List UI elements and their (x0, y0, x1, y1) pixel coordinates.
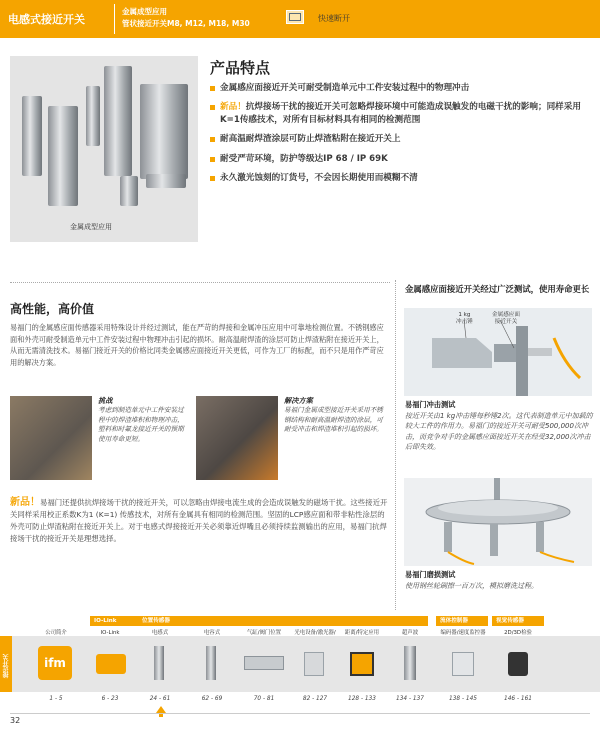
footer-line (10, 713, 590, 714)
nav-tag-vision: 视觉传感器 (492, 616, 544, 626)
nav-item-pages: 62 - 69 (201, 696, 223, 702)
nav-item-pages: 134 - 137 (396, 696, 424, 702)
nav-item-label[interactable]: 2D/3D检验 (504, 630, 532, 636)
quick-disconnect-label: 快速断开 (318, 14, 350, 23)
solution-text: 易福门金属成型接近开关采用不锈钢结构和耐高温耐焊渣的涂层，可耐受冲击和焊渣堆积引起的损坏。 (284, 406, 383, 434)
nav-item-pages: 6 - 23 (101, 696, 119, 702)
nav-section-label: 接近开关 (3, 654, 10, 678)
new-label: 新品！ (220, 102, 246, 113)
cylinder-sensor-icon[interactable] (244, 656, 284, 670)
catalog-navigation (0, 612, 600, 716)
product-photo (10, 56, 198, 242)
column-divider (395, 280, 396, 610)
nav-item-label[interactable]: 光电设备/激光器/ (294, 630, 336, 636)
encoder-icon[interactable] (452, 652, 474, 676)
impact-test-title: 易福门冲击测试 (405, 400, 456, 409)
impact-label-sensor: 金属感应面 接近开关 (492, 312, 520, 325)
grinding-test-image (404, 478, 592, 566)
nav-item-label[interactable]: 气缸/阀门位置 (246, 630, 282, 636)
sensor-image (120, 176, 138, 206)
sensor-image (22, 96, 42, 176)
new-product-paragraph: 新品！易福门还提供抗焊接场干扰的接近开关，可以忽略由焊接电流生成的会造成误触发的磁场干扰。这些接近开关同样采用校正系数K为1 (K=1) 传感技术，对所有金属具有相同的检测范围。坚固的LCP感应面和带非粘性涂层的外壳可防止焊渣粘附在接近开关上。对于电感式焊接接近开关必须靠近焊嘴且必须持续监测输出的应用，易福门抗焊接场干扰的接近开关是理想选择。 (10, 497, 388, 543)
iolink-module-icon[interactable] (96, 654, 126, 674)
features-list (210, 82, 590, 191)
nav-item-pages: 82 - 127 (302, 696, 328, 702)
features-title: 产品特点 (210, 59, 271, 77)
photo-caption: 金属成型应用 (70, 223, 112, 231)
nav-item-label[interactable]: 编码器/速度监控器 (440, 630, 486, 636)
grinding-test-text: 使用钢丝轮刷擦一百万次，模拟磨洗过程。 (405, 582, 538, 590)
header-subtitle (122, 6, 250, 30)
new-label: 新品！ (10, 497, 40, 508)
feature-item: 耐高温耐焊渣涂层可防止焊渣粘附在接近开关上 (210, 133, 590, 145)
nav-tag-iolink: IO-Link (90, 616, 138, 626)
sensor-image (146, 174, 186, 188)
distance-sensor-icon[interactable] (350, 652, 374, 676)
nav-tag-position: 位置传感器 (138, 616, 428, 626)
page-number: 32 (10, 716, 21, 725)
header-bar (0, 0, 600, 38)
photoelectric-sensor-icon[interactable] (304, 652, 324, 676)
solution-title: 解决方案 (284, 396, 313, 405)
challenge-text: 考虑到制造单元中工件安装过程中的焊渣堆积和物理冲击，塑料和时氟龙接近开关的预期使用寿命更短。 (98, 406, 184, 443)
solution-caption (284, 396, 388, 435)
connector-icon (289, 13, 301, 21)
grinding-test-illustration (404, 478, 592, 566)
capacitive-sensor-icon[interactable] (206, 646, 216, 680)
sensor-image (86, 86, 100, 146)
feature-item: 金属感应面接近开关可耐受制造单元中工件安装过程中的物理冲击 (210, 82, 590, 94)
nav-item-pages: 138 - 145 (449, 696, 477, 702)
vision-sensor-icon[interactable] (508, 652, 528, 676)
challenge-caption (98, 396, 190, 444)
sensor-image (104, 66, 132, 176)
nav-item-pages: 24 - 61 (149, 696, 171, 702)
sidebar-title: 金属感应面接近开关经过广泛测试，使用寿命更长 (405, 284, 590, 294)
feature-item: 耐受严苛环境，防护等级达IP 68 / IP 69K (210, 153, 590, 165)
header-divider (114, 4, 115, 34)
nav-item-label[interactable]: IO-Link (100, 630, 120, 636)
challenge-photo (10, 396, 92, 480)
nav-item-label[interactable]: 超声波 (401, 630, 419, 636)
challenge-title: 挑战 (98, 396, 113, 405)
nav-item-label[interactable]: 电感式 (151, 630, 169, 636)
section-divider (10, 282, 390, 283)
performance-body: 易福门的金属感应面传感器采用特殊设计并经过测试，能在严苛的焊接和金属冲压应用中可靠地检测位置。不锈钢感应面和外壳可耐受制造单元中工件安装过程中物理冲击引起的损坏。耐高温耐焊渣的涂层可防止焊渣粘附在接近开关上，从而无需清洗技术。易福门接近开关的价格比同类金属感应面接近开关更低，可作为工厂的标配，而不只是用作严苛应用的解决方案。 (10, 323, 384, 367)
nav-item-label[interactable]: 公司简介 (45, 630, 67, 636)
inductive-sensor-icon[interactable] (154, 646, 164, 680)
ultrasonic-sensor-icon[interactable] (404, 646, 416, 680)
header-subtitle-line1: 金属成型应用 (122, 7, 167, 16)
sensor-image (140, 84, 188, 179)
grinding-test-title: 易福门磨损测试 (405, 570, 456, 579)
nav-tag-fluid: 流体控制器 (436, 616, 488, 626)
ifm-logo-icon[interactable]: ifm (38, 646, 72, 680)
header-subtitle-line2: 管状接近开关M8, M12, M18, M30 (122, 19, 250, 28)
solution-photo (196, 396, 278, 480)
header-title: 电感式接近开关 (8, 13, 85, 26)
nav-item-pages: 128 - 133 (348, 696, 376, 702)
impact-label-hammer: 1 kg 冲击锤 (456, 312, 473, 325)
performance-title: 高性能，高价值 (10, 302, 95, 316)
nav-item-pages: 70 - 81 (253, 696, 275, 702)
nav-item-label[interactable]: 电容式 (203, 630, 221, 636)
nav-item-label[interactable]: 距离/特定应用 (344, 630, 380, 636)
sensor-image (48, 106, 78, 206)
feature-item: 永久激光蚀刻的订货号，不会因长期使用而模糊不清 (210, 172, 590, 184)
nav-item-pages: 1 - 5 (49, 696, 63, 702)
feature-item: 新品！抗焊接场干扰的接近开关可忽略焊接环境中可能造成误触发的电磁干扰的影响；同样采用K=1传感技术，对所有目标材料具有相同的检测范围 (210, 101, 590, 126)
impact-test-text: 接近开关由1 kg冲击锤每秒锤2次。这代表制造单元中加载的较大工件的作用力。易福门的接近开关可耐受500,000次冲击，而竞争对手的金属感应面接近开关在经受32,000次冲击后即失效。 (405, 412, 593, 452)
nav-item-pages: 146 - 161 (504, 696, 532, 702)
